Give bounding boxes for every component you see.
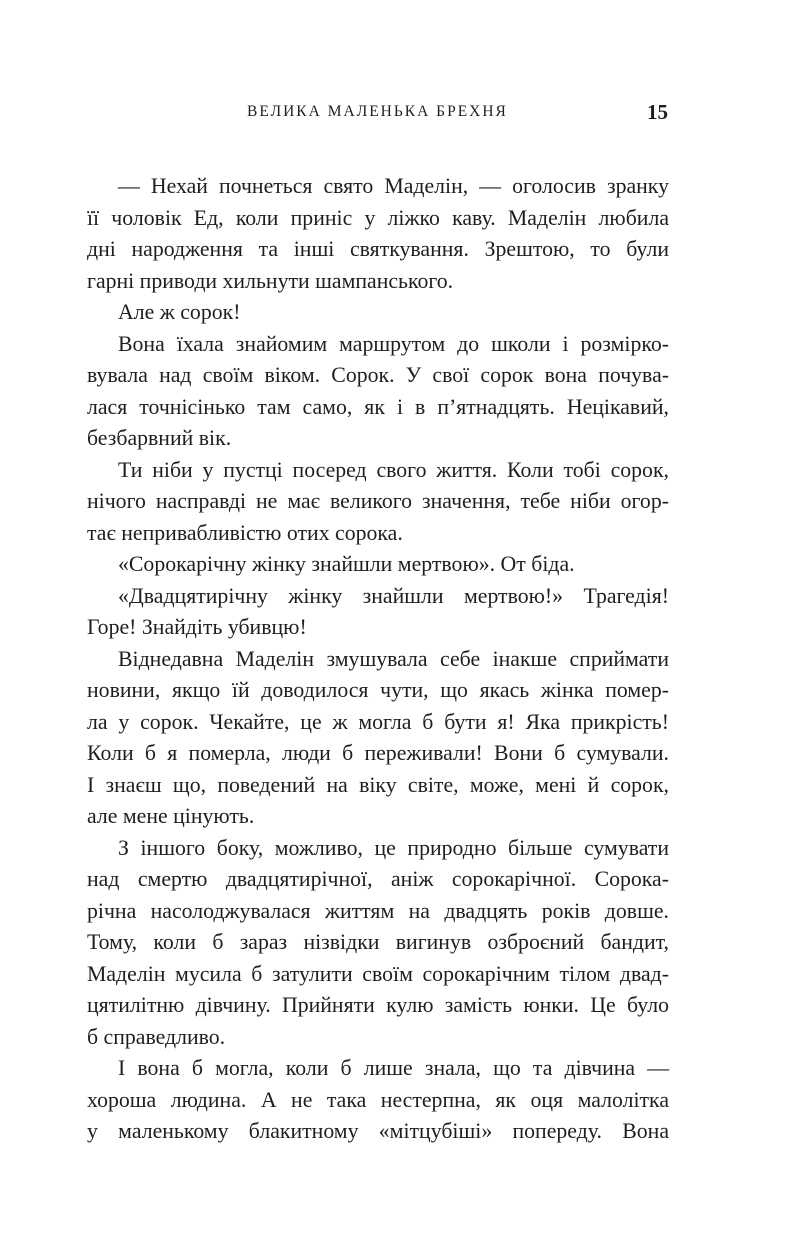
text-line: Віднедавна Маделін змушувала себе інакше сприймати [118, 646, 669, 671]
page-number: 15 [647, 100, 668, 124]
text-line: але мене цінують. [87, 804, 255, 828]
text-line: нічого насправді не має великого значення, тебе ніби огор- [87, 489, 669, 513]
text-line: Тому, коли б зараз нізвідки вигинув озброєний бандит, [87, 930, 669, 954]
body-text [87, 171, 669, 1148]
text-line: безбарвний вік. [87, 426, 232, 450]
text-line: «Двадцятирічну жінку знайшли мертвою!» Трагедія! [118, 583, 669, 608]
text-line: Маделін мусила б затулити своїм сорокарічним тілом двад- [87, 961, 669, 986]
text-line: Але ж сорок! [118, 300, 241, 324]
text-line: б справедливо. [87, 1024, 226, 1049]
running-title: ВЕЛИКА МАЛЕНЬКА БРЕХНЯ [247, 103, 508, 120]
text-line: дні народження та інші святкування. Зрештою, то були [87, 237, 669, 261]
text-line: — Нехай почнеться свято Маделін, — оголосив зранку [118, 174, 669, 198]
text-line: її чоловік Ед, коли приніс у ліжко каву. Маделін любила [87, 205, 669, 230]
text-line: гарні приводи хильнути шампанського. [87, 268, 454, 293]
text-line: І знаєш що, поведений на віку світе, може, мені й сорок, [87, 772, 669, 797]
text-line: Коли б я померла, люди б переживали! Вони б сумували. [87, 741, 669, 765]
text-line: тає непривабливістю отих сорока. [87, 520, 403, 545]
text-line: вувала над своїм віком. Сорок. У свої сорок вона почува- [87, 363, 669, 387]
text-line: «Сорокарічну жінку знайшли мертвою». От біда. [118, 552, 575, 576]
text-line: ла у сорок. Чекайте, це ж могла б бути я! Яка прикрість! [87, 709, 669, 734]
text-line: цятилітню дівчину. Прийняти кулю замість юнки. Це було [87, 993, 669, 1017]
text-line: І вона б могла, коли б лише знала, що та дівчина — [118, 1056, 669, 1080]
text-line: Вона їхала знайомим маршрутом до школи і розмірко- [118, 331, 669, 356]
text-line: З іншого боку, можливо, це природно більше сумувати [118, 835, 669, 860]
text-line: новини, якщо їй доводилося чути, що якась жінка помер- [87, 678, 669, 702]
text-line: Ти ніби у пустці посеред свого життя. Коли тобі сорок, [118, 457, 669, 482]
text-line: Горе! Знайдіть убивцю! [87, 615, 307, 639]
running-header [0, 97, 798, 127]
text-line: річна насолоджувалася життям на двадцять років довше. [87, 898, 669, 923]
text-line: лася точнісінько там само, як і в п’ятнадцять. Нецікавий, [87, 394, 669, 419]
text-line: над смертю двадцятирічної, аніж сорокарічної. Сорока- [87, 867, 669, 891]
text-line: у маленькому блакитному «мітцубіші» попереду. Вона [87, 1119, 669, 1143]
text-line: хороша людина. А не така нестерпна, як оця малолітка [87, 1087, 669, 1112]
